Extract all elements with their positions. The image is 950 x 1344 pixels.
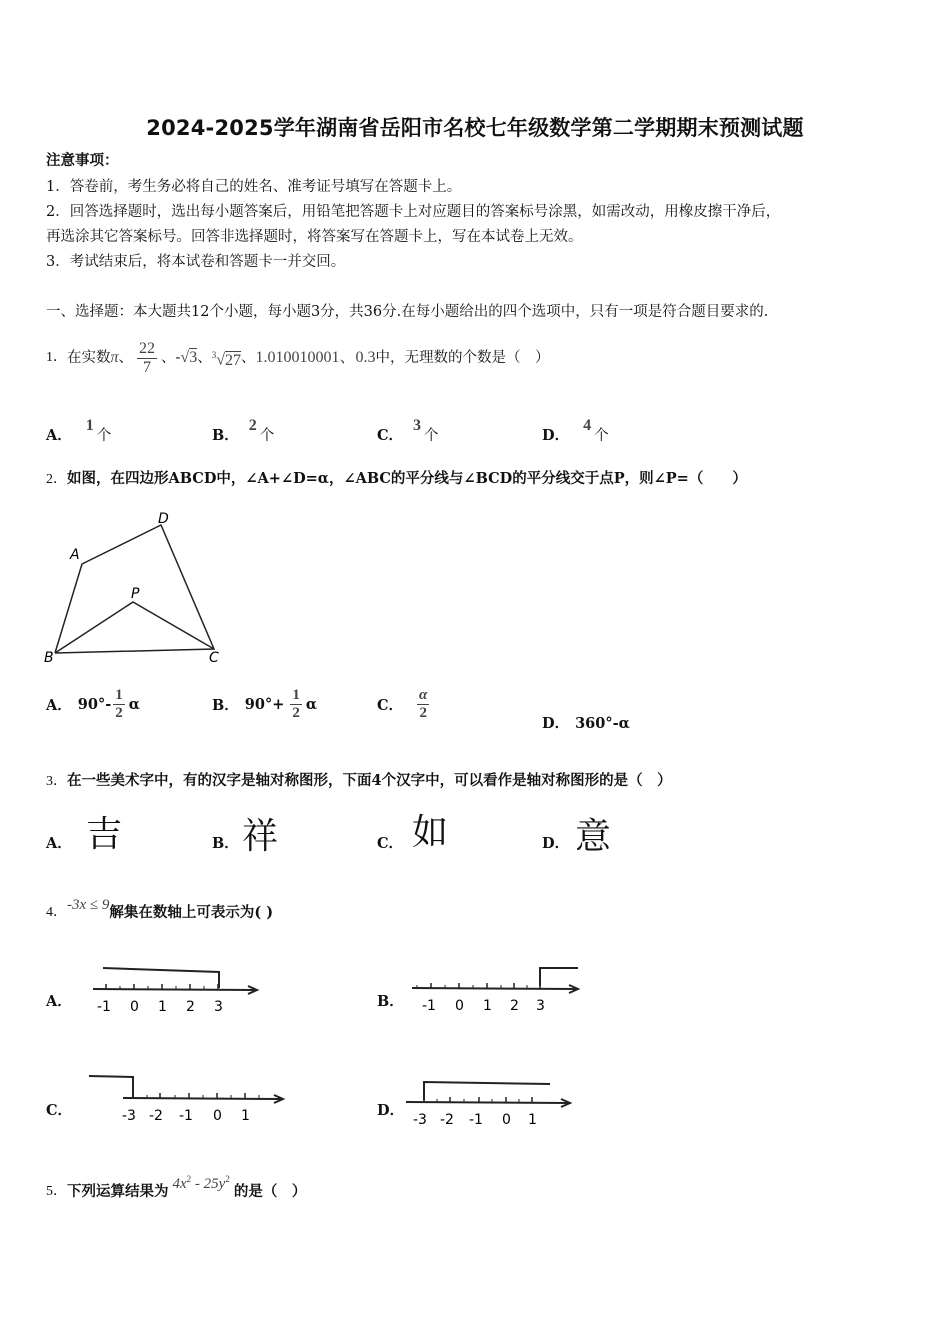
vertex-label-a: A (70, 547, 80, 563)
question-number: 2． (46, 472, 67, 487)
q5-term-a: 4x (172, 1176, 187, 1192)
q2-option-d[interactable] (542, 712, 630, 733)
notice-item-2: 2．回答选择题时，选出每小题答案后，用铅笔把答题卡上对应题目的答案标号涂黑，如需改动，用橡皮擦干净后， (46, 204, 781, 220)
q5-exp-a: 2 (186, 1174, 192, 1184)
vertex-label-d: D (158, 511, 169, 527)
frac-denominator: 2 (419, 705, 427, 721)
tick-label: 0 (213, 1108, 222, 1124)
tick-label: 1 (241, 1108, 250, 1124)
tick-label: 2 (186, 999, 195, 1015)
q3-option-b-label[interactable]: B． (212, 835, 239, 852)
tick-label: -1 (469, 1112, 483, 1128)
q4-option-d-label[interactable]: D． (377, 1102, 405, 1119)
option-label: C． (377, 427, 404, 444)
vertex-label-c: C (209, 650, 219, 666)
axis-line (406, 1102, 568, 1103)
q3-option-a-label[interactable]: A． (46, 835, 72, 852)
quadrilateral-figure (40, 505, 240, 675)
q4-inequality: -3x ≤ 9 (67, 897, 110, 913)
frac-numerator: 1 (115, 687, 123, 703)
question-number: 3． (46, 774, 67, 789)
option-fraction (113, 687, 125, 722)
q1-fraction (137, 340, 157, 377)
notice-item-2-cont: 再选涂其它答案标号。回答非选择题时，将答案写在答题卡上，写在本试卷上无效。 (46, 229, 583, 245)
option-label: B． (212, 697, 239, 714)
tick-label: 1 (528, 1112, 537, 1128)
frac-numerator: α (419, 687, 428, 703)
option-prefix: 90°+ (244, 696, 285, 713)
q2-option-c[interactable] (377, 687, 429, 722)
option-label: A． (46, 427, 72, 444)
q4-option-b-label[interactable]: B． (377, 993, 404, 1010)
q4-option-c-label[interactable]: C． (46, 1102, 73, 1119)
option-value: 1 (85, 417, 94, 434)
solution-bracket (540, 968, 578, 986)
q1-option-b[interactable] (212, 417, 275, 445)
option-unit: 个 (594, 428, 609, 444)
q5-prefix: 下列运算结果为 (67, 1183, 169, 1200)
q3-option-d-glyph: 意 (575, 816, 612, 857)
option-value: 4 (583, 417, 592, 434)
option-label: D． (542, 715, 570, 732)
q2-option-a[interactable] (46, 687, 140, 722)
q1-option-c[interactable] (377, 417, 439, 445)
option-unit: 个 (424, 428, 439, 444)
q1-cbrt-index: 3 (211, 350, 217, 361)
frac-denominator: 2 (115, 705, 123, 721)
q1-sqrt-radicand: 3 (189, 349, 198, 366)
frac-numerator: 1 (292, 687, 300, 703)
solution-bracket (424, 1082, 550, 1100)
notice-heading: 注意事项： (46, 152, 119, 169)
q3-text: 在一些美术字中，有的汉字是轴对称图形，下面4个汉字中，可以看作是轴对称图形的是（ ） (67, 772, 672, 789)
tick-label: -3 (122, 1108, 136, 1124)
tick-label: 2 (510, 998, 519, 1014)
point-label-p: P (131, 586, 140, 602)
q5-minus: - (191, 1176, 204, 1192)
q3-option-c-glyph: 如 (412, 812, 449, 853)
option-prefix: 90°- (77, 696, 112, 713)
q1-cbrt: $^3$√27 (211, 350, 241, 369)
tick-label: -1 (422, 998, 436, 1014)
tick-label: 0 (130, 999, 139, 1015)
solution-bracket (89, 1076, 133, 1097)
option-value: 2 (248, 417, 257, 434)
option-label: B． (212, 427, 239, 444)
q1-frac-numerator: 22 (139, 339, 156, 357)
tick-label: 0 (455, 998, 464, 1014)
option-value: 3 (413, 417, 422, 434)
option-fraction (290, 687, 302, 722)
axis-line (93, 989, 255, 990)
question-4 (46, 897, 274, 922)
tick-label: 1 (158, 999, 167, 1015)
q4-text: 解集在数轴上可表示为( ) (109, 904, 274, 921)
notice-item-3: 3．考试结束后，将本试卷和答题卡一并交回。 (46, 254, 346, 270)
option-fraction (417, 687, 429, 722)
option-unit: 个 (96, 428, 112, 444)
q1-frac-denominator: 7 (143, 358, 152, 376)
q2-option-b[interactable] (212, 687, 317, 722)
question-5 (46, 1170, 306, 1201)
axis-line (412, 988, 576, 989)
solution-bracket (103, 968, 219, 988)
q3-option-c-label[interactable]: C． (377, 835, 404, 852)
tick-label: 0 (502, 1112, 511, 1128)
option-text: 360°-α (575, 715, 630, 732)
q1-suffix: 中，无理数的个数是（ ） (375, 350, 550, 366)
question-number: 1． (46, 350, 67, 365)
q1-cbrt-radicand: 27 (224, 351, 241, 369)
q1-sep: 、- (161, 350, 181, 366)
option-suffix: α (128, 696, 140, 713)
q1-numbers: 1.010010001、0.3 (255, 349, 376, 366)
section-heading: 一、选择题：本大题共12个小题，每小题3分，共36分.在每小题给出的四个选项中，只有一项是符合题目要求的. (46, 304, 769, 320)
q4-number-line-d (402, 1072, 582, 1134)
bisector-lines (55, 602, 214, 653)
q1-prefix: 在实数 (67, 350, 111, 366)
q4-option-a-label[interactable]: A． (46, 993, 72, 1010)
page-title: 2024-2025学年湖南省岳阳市名校七年级数学第二学期期末预测试题 (146, 116, 804, 140)
tick-label: -1 (97, 999, 111, 1015)
tick-label: 3 (536, 998, 545, 1014)
q2-text: 如图，在四边形ABCD中，∠A+∠D=α，∠ABC的平分线与∠BCD的平分线交于点P，则∠P=（ ） (67, 470, 747, 487)
tick-label: -2 (149, 1108, 163, 1124)
option-suffix: α (305, 696, 318, 713)
tick-label: 1 (483, 998, 492, 1014)
q3-option-a-glyph: 吉 (86, 814, 123, 855)
tick-label: 3 (214, 999, 223, 1015)
vertex-label-b: B (44, 650, 54, 666)
q3-option-b-glyph: 祥 (242, 816, 279, 857)
question-number: 4． (46, 905, 67, 920)
option-label: A． (46, 697, 72, 714)
frac-denominator: 2 (292, 705, 300, 721)
q5-exp-b: 2 (225, 1174, 230, 1184)
option-label: C． (377, 697, 404, 714)
option-unit: 个 (259, 428, 275, 444)
q1-sep: 、 (240, 350, 256, 366)
q5-suffix: 的是（ ） (233, 1183, 307, 1200)
q4-number-line-b (406, 958, 586, 1020)
q5-term-b: 25y (203, 1176, 226, 1192)
q1-option-a[interactable] (46, 417, 112, 445)
q1-pi: π (110, 349, 119, 366)
question-number: 5． (46, 1184, 67, 1199)
q1-sep: 、 (197, 350, 212, 366)
q4-number-line-c (85, 1068, 290, 1130)
q1-sqrt: √3 (180, 349, 198, 366)
q4-number-line-a (85, 960, 270, 1022)
tick-label: -3 (413, 1112, 427, 1128)
question-3 (46, 772, 672, 791)
q1-option-d[interactable] (542, 417, 609, 445)
question-2 (46, 470, 747, 489)
q3-option-d-label[interactable]: D． (542, 835, 570, 852)
option-label: D． (542, 427, 570, 444)
tick-label: -2 (440, 1112, 454, 1128)
q5-expression (173, 1170, 230, 1193)
tick-label: -1 (179, 1108, 193, 1124)
question-1 (46, 328, 550, 388)
q1-sep: 、 (118, 350, 134, 366)
notice-item-1: 1．答卷前，考生务必将自己的姓名、准考证号填写在答题卡上。 (46, 179, 462, 195)
